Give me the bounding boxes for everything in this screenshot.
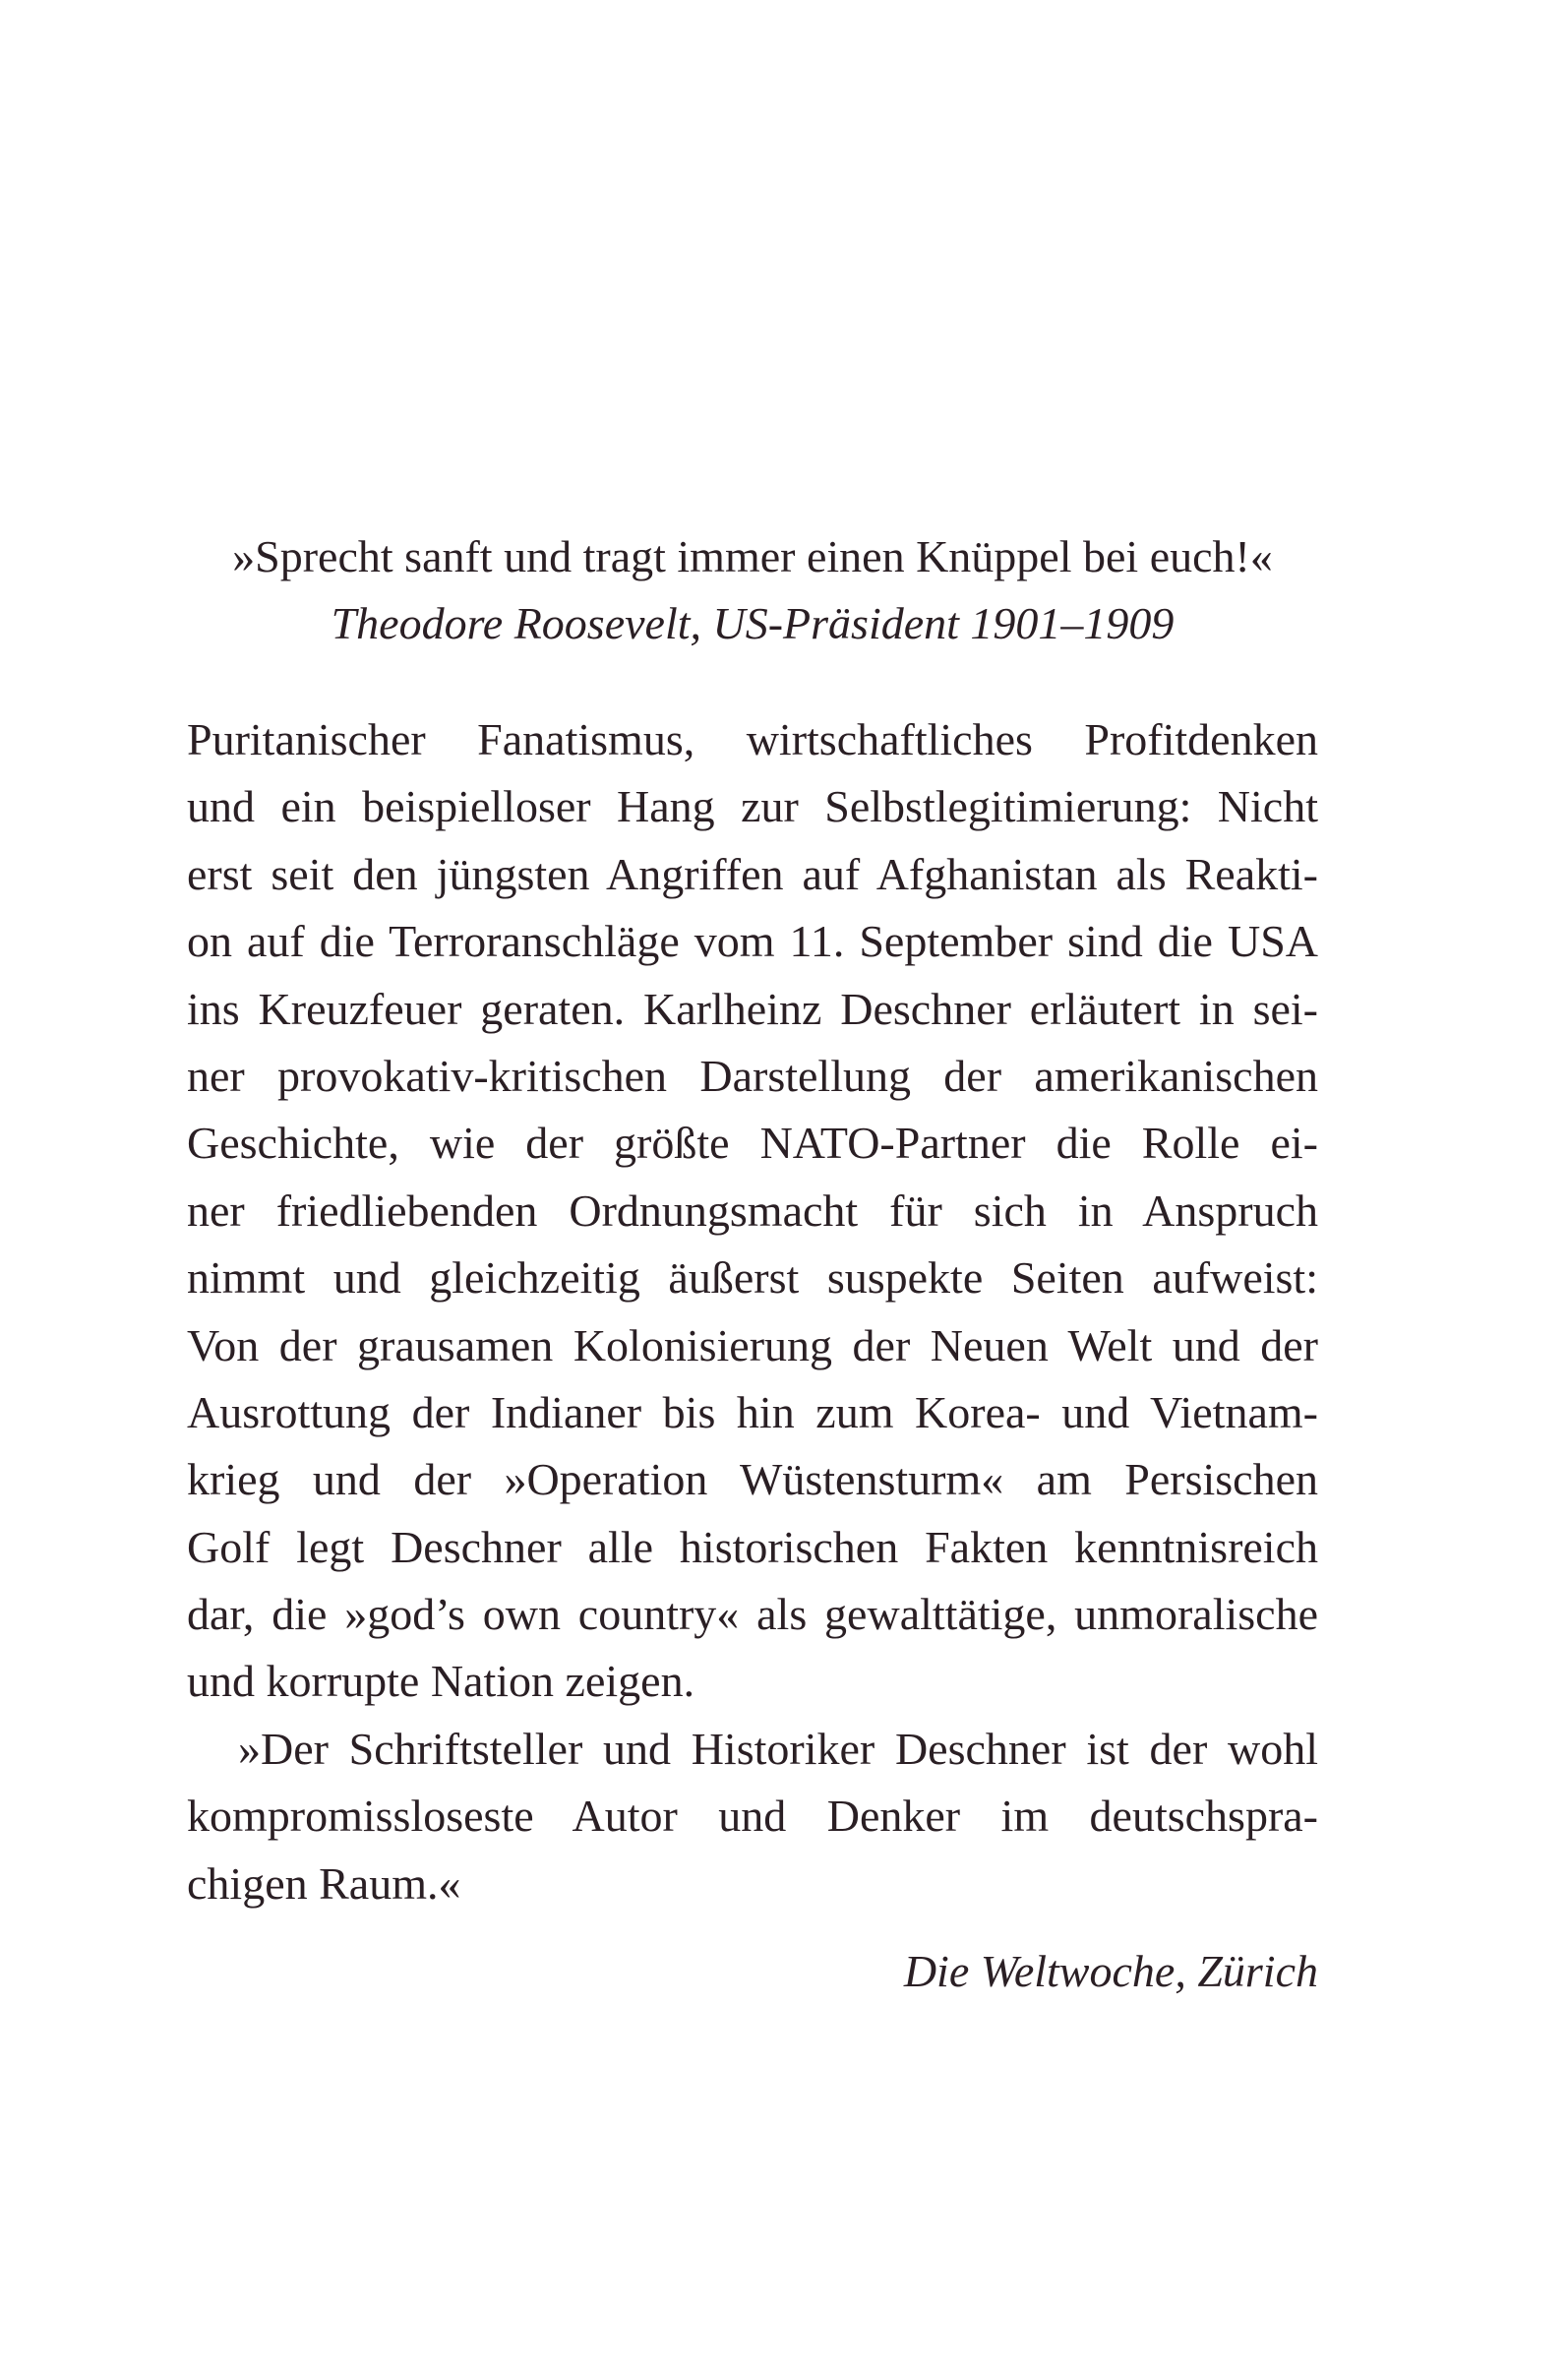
text-line: dar, die »god’s own country« als gewalttätige, unmoralische [187,1589,1318,1640]
blurb-paragraph-2 [187,1716,1318,1917]
text-line: Geschichte, wie der größte NATO-Partner die Rolle ei- [187,1118,1318,1169]
text-line: chigen Raum.« [187,1857,461,1909]
epigraph [187,523,1318,657]
text-line: »Der Schriftsteller und Historiker Deschner ist der wohl [238,1723,1318,1774]
text-line: on auf die Terroranschläge vom 11. September sind die USA [187,916,1318,967]
text-line: ner friedliebenden Ordnungsmacht für sich in Anspruch [187,1185,1318,1236]
epigraph-author: Theodore Roosevelt, US-Präsident 1901–1909 [331,598,1175,648]
epigraph-quote: »Sprecht sanft und tragt immer einen Knüppel bei euch!« [232,531,1273,581]
text-line: Golf legt Deschner alle historischen Fakten kenntnisreich [187,1521,1318,1572]
review-attribution: Die Weltwoche, Zürich [903,1946,1318,1996]
text-line: und ein beispielloser Hang zur Selbstlegitimierung: Nicht [187,781,1318,832]
text-line: nimmt und gleichzeitig äußerst suspekte Seiten aufweist: [187,1252,1318,1304]
text-line: kompromissloseste Autor und Denker im deutschspra- [187,1791,1318,1842]
text-line: Ausrottung der Indianer bis hin zum Korea- und Vietnam- [187,1386,1318,1437]
text-line: ner provokativ-kritischen Darstellung der amerikanischen [187,1050,1318,1101]
text-line: Von der grausamen Kolonisierung der Neuen Welt und der [187,1319,1318,1370]
text-line: und korrupte Nation zeigen. [187,1656,695,1707]
text-line: erst seit den jüngsten Angriffen auf Afghanistan als Reakti- [187,848,1318,899]
text-line: ins Kreuzfeuer geraten. Karlheinz Deschner erläutert in sei- [187,983,1318,1034]
blurb-paragraph-1 [187,706,1318,1716]
blurb-text [187,706,1318,1917]
text-line: Puritanischer Fanatismus, wirtschaftliches Profitdenken [187,714,1318,764]
text-line: krieg und der »Operation Wüstensturm« am Persischen [187,1454,1318,1505]
